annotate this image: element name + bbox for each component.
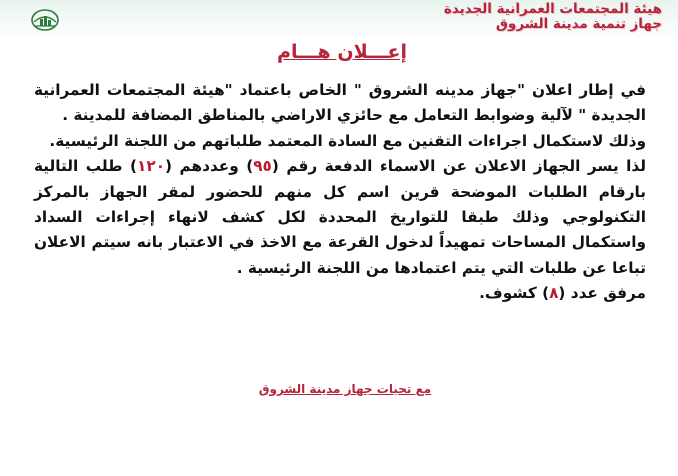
attachment-text-b: ) كشوف.: [479, 284, 550, 303]
applicant-count: ١٢٠: [137, 157, 166, 176]
details-text-b: ) وعددهم (: [165, 157, 254, 176]
organization-logo-icon: [30, 8, 60, 32]
batch-number: ٩٥: [253, 157, 272, 176]
attachment-count: ٨: [549, 284, 559, 303]
signature: مع تحيات جهاز مدينة الشروق: [258, 382, 432, 396]
organization-title: [444, 2, 662, 32]
announcement-title: إعـــلان هـــام: [277, 41, 407, 63]
paragraph-attachment: [34, 281, 646, 306]
paragraph-details: [34, 154, 646, 281]
org-title-line1: هيئة المجتمعات العمرانية الجديدة: [443, 1, 662, 17]
announcement-body: [34, 78, 646, 307]
org-title-line2: جهاز تنمية مدينة الشروق: [495, 16, 662, 32]
details-text-c: ) طلب التالية بارقام الطلبات الموضحة قرين اسم كل منهم للحضور لمقر الجهاز بالمركز التكنولوجي وذلك طبقا للتواريخ المحددة لكل كشف لانهاء إجراءات السداد واستكمال المساحات تمهيداً لدخول القرعة مع الاخذ في الاعتبار بانه سيتم الاعلان تباعا عن طلبات التي يتم اعتمادها من اللجنة الرئيسية .: [34, 157, 646, 277]
attachment-text-a: مرفق عدد (: [558, 284, 646, 303]
paragraph-purpose: وذلك لاستكمال اجراءات التقنين مع السادة المعتمد طلباتهم من اللجنة الرئيسية.: [49, 131, 646, 150]
details-text-a: لذا يسر الجهاز الاعلان عن الاسماء الدفعة رقم (: [271, 157, 646, 176]
paragraph-intro: في إطار اعلان "جهاز مدينه الشروق " الخاص باعتماد "هيئة المجتمعات العمرانية الجديدة " لآلية وضوابط التعامل مع حائزي الاراضي بالمناطق المضافة للمدينة .: [34, 81, 646, 125]
